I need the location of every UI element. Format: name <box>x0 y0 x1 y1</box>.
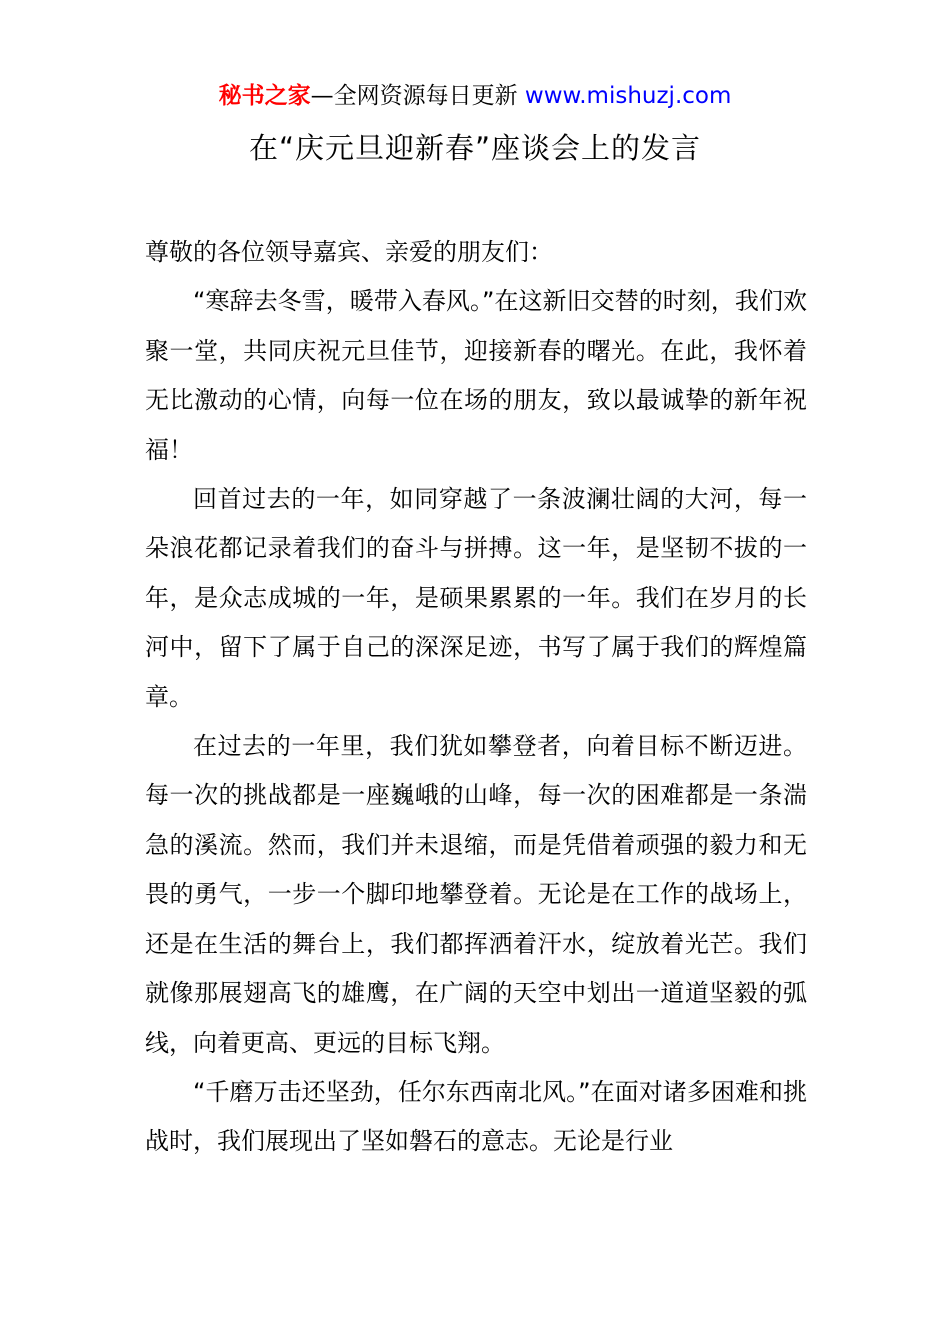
paragraph-2: 回首过去的一年，如同穿越了一条波澜壮阔的大河，每一朵浪花都记录着我们的奋斗与拼搏。这一年，是坚韧不拔的一年，是众志成城的一年，是硕果累累的一年。我们在岁月的长河中，留下了属于自己的深深足迹，书写了属于我们的辉煌篇章。 <box>145 485 807 711</box>
paragraph-4: “千磨万击还坚劲，任尔东西南北风。”在面对诸多困难和挑战时，我们展现出了坚如磐石的意志。无论是行业 <box>145 1077 807 1156</box>
document-body <box>145 228 807 1167</box>
salutation: 尊敬的各位领导嘉宾、亲爱的朋友们： <box>145 238 553 266</box>
brand-name: 秘书之家 <box>218 83 311 109</box>
site-header <box>0 80 950 112</box>
site-url-link[interactable]: www.mishuzj.com <box>524 83 732 109</box>
paragraph-1: “寒辞去冬雪，暖带入春风。”在这新旧交替的时刻，我们欢聚一堂，共同庆祝元旦佳节，迎接新春的曙光。在此，我怀着无比激动的心情，向每一位在场的朋友，致以最诚挚的新年祝福！ <box>145 287 807 464</box>
document-title: 在“庆元旦迎新春”座谈会上的发言 <box>248 131 702 165</box>
paragraph-3: 在过去的一年里，我们犹如攀登者，向着目标不断迈进。每一次的挑战都是一座巍峨的山峰，每一次的困难都是一条湍急的溪流。然而，我们并未退缩，而是凭借着顽强的毅力和无畏的勇气，一步一个脚印地攀登着。无论是在工作的战场上，还是在生活的舞台上，我们都挥洒着汗水，绽放着光芒。我们就像那展翅高飞的雄鹰，在广阔的天空中划出一道道坚毅的弧线，向着更高、更远的目标飞翔。 <box>145 732 807 1057</box>
site-tagline: —全网资源每日更新 <box>310 83 518 109</box>
